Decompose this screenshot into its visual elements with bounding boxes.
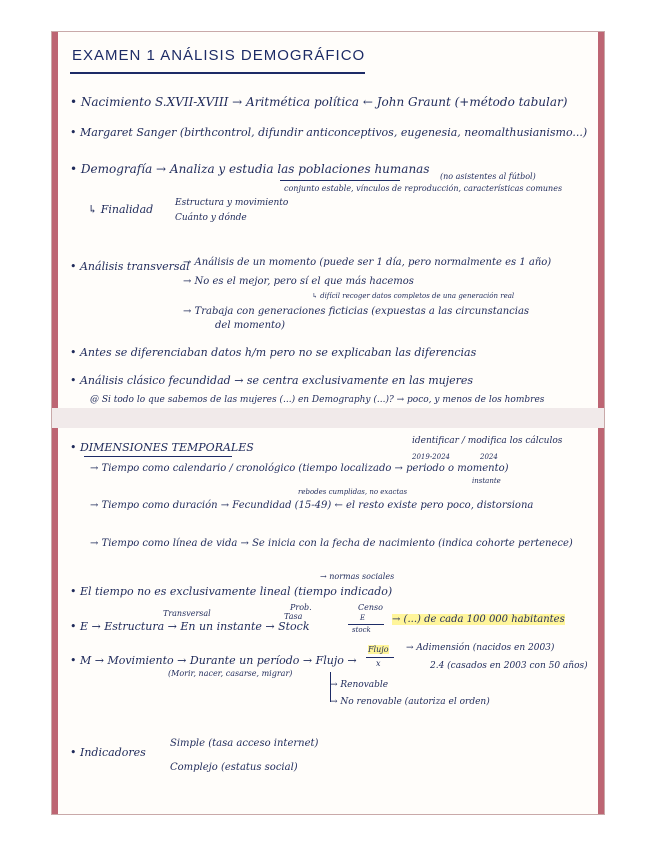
note-renovable: → Renovable (330, 680, 389, 690)
frac-e-top: E (360, 614, 366, 622)
note-line-7-sub: @ Si todo lo que sabemos de las mujeres (...) en Demography (...)? → poco, y menos de los hombres (90, 395, 545, 405)
note-tiempo-vida: → Tiempo como línea de vida → Se inicia con la fecha de nacimiento (indica cohorte pertenece) (90, 538, 573, 549)
note-estructura: • E → Estructura → En un instante → Stock (70, 620, 310, 633)
note-rebodes: rebodes cumplidas, no exactas (298, 488, 408, 496)
note-finalidad: ↳ Finalidad (88, 203, 154, 216)
note-line-3: • Demografía → Analiza y estudia las poblaciones humanas (70, 162, 430, 176)
note-line-3-sub: conjunto estable, vínculos de reproducción, características comunes (284, 184, 563, 193)
note-tiempo-duracion: → Tiempo como duración → Fecundidad (15-49) ← el resto existe pero poco, distorsiona (90, 500, 534, 511)
note-transversal-a: → Análisis de un momento (puede ser 1 día, pero normalmente es 1 año) (183, 257, 552, 268)
note-transversal-b: → No es el mejor, pero sí el que más hacemos (183, 276, 414, 287)
note-line-12: • El tiempo no es exclusivamente lineal (tiempo indicado) (70, 585, 393, 598)
label-tasa: Tasa (284, 612, 303, 621)
underline-dimensiones (84, 456, 232, 457)
note-line-7: • Análisis clásico fecundidad → se centra exclusivamente en las mujeres (70, 374, 474, 387)
note-transversal-c: → Trabaja con generaciones ficticias (expuestas a las circunstancias (183, 306, 530, 317)
note-indicador-complejo: Complejo (estatus social) (170, 762, 298, 773)
note-transversal-c2: del momento) (215, 320, 285, 331)
section-dimensiones: • DIMENSIONES TEMPORALES (70, 441, 254, 454)
title-underline (70, 72, 365, 74)
note-transversal-b-sub: ↳ difícil recoger datos completos de una generación real (312, 292, 515, 300)
frac-e-line (348, 624, 384, 625)
note-indicadores: • Indicadores (70, 746, 146, 759)
note-instante: instante (472, 477, 501, 485)
label-prob: Prob. (290, 603, 312, 612)
note-line-3-aside: (no asistentes al fútbol) (440, 172, 536, 181)
note-line-2: • Margaret Sanger (birthcontrol, difundir anticonceptivos, eugenesia, neomalthusianismo...) (70, 126, 588, 139)
note-dimensiones-aside: identificar / modifica los cálculos (412, 436, 563, 446)
page-title: EXAMEN 1 ANÁLISIS DEMOGRÁFICO (72, 47, 366, 64)
underline-poblaciones (280, 180, 400, 181)
note-years-a: 2019-2024 (412, 453, 450, 461)
note-years-b: 2024 (480, 453, 498, 461)
note-line-6: • Antes se diferenciaban datos h/m pero no se explicaban las diferencias (70, 346, 477, 359)
note-finalidad-b: Cuánto y dónde (175, 213, 247, 223)
note-movimiento-sub: (Morir, nacer, casarse, migrar) (168, 669, 293, 678)
note-analisis-transversal: • Análisis transversal (70, 260, 190, 273)
note-finalidad-a: Estructura y movimiento (175, 198, 289, 208)
note-casados: 2.4 (casados en 2003 con 50 años) (430, 661, 588, 671)
page-fold-gap (52, 408, 604, 428)
frac-flujo-line (366, 657, 394, 658)
note-adimension: → Adimensión (nacidos en 2003) (406, 643, 555, 653)
note-indicador-simple: Simple (tasa acceso internet) (170, 738, 319, 749)
note-habitantes: → (...) de cada 100 000 habitantes (392, 614, 565, 625)
note-line-1: • Nacimiento S.XVII-XVIII → Aritmética política ← John Graunt (+método tabular) (70, 95, 568, 109)
note-normas: → normas sociales (320, 572, 395, 581)
frac-flujo-bottom: x (376, 659, 381, 668)
frac-flujo-top: Flujo (368, 645, 389, 654)
label-transversal: Transversal (163, 609, 211, 618)
note-no-renovable: → No renovable (autoriza el orden) (330, 697, 490, 707)
note-movimiento: • M → Movimiento → Durante un período → Flujo → (70, 654, 357, 667)
frac-e-bottom: stock (352, 626, 371, 634)
label-censo: Censo (358, 603, 383, 612)
note-tiempo-calendario: → Tiempo como calendario / cronológico (tiempo localizado → periodo o momento) (90, 463, 509, 474)
